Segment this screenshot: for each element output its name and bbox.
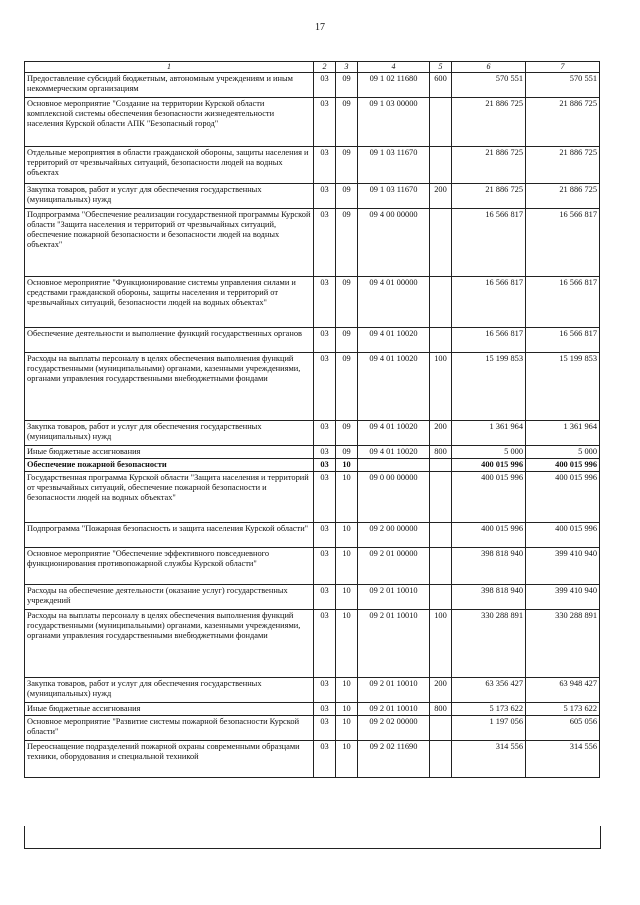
row-target-code-cell: 09 1 03 11670 xyxy=(358,183,430,208)
row-amount-2-cell: 399 410 940 xyxy=(526,547,600,584)
row-target-code-cell xyxy=(358,458,430,471)
table-row xyxy=(25,740,600,777)
row-subsection-cell: 10 xyxy=(336,609,358,677)
row-target-code-cell: 09 4 01 10020 xyxy=(358,420,430,445)
row-expense-type-cell xyxy=(430,276,452,327)
row-amount-2-cell: 16 566 817 xyxy=(526,327,600,352)
row-target-code-cell: 09 2 02 11690 xyxy=(358,740,430,777)
row-target-code-cell: 09 2 02 00000 xyxy=(358,715,430,740)
table-row xyxy=(25,183,600,208)
row-section-cell: 03 xyxy=(314,458,336,471)
row-expense-type-cell xyxy=(430,740,452,777)
row-expense-type-cell xyxy=(430,97,452,146)
header-col-3: 3 xyxy=(336,62,358,73)
row-amount-1-cell: 21 886 725 xyxy=(452,97,526,146)
row-name-cell: Подпрограмма "Обеспечение реализации государственной программы Курской области "Защита населения и территорий от чрезвычайных ситуаций, обеспечение пожарной безопасности и безопасности людей на водных объектах" xyxy=(25,208,314,276)
header-col-7: 7 xyxy=(526,62,600,73)
row-amount-1-cell: 330 288 891 xyxy=(452,609,526,677)
row-target-code-cell: 09 0 00 00000 xyxy=(358,471,430,522)
row-name-cell: Государственная программа Курской области "Защита населения и территорий от чрезвычайных ситуаций, обеспечение пожарной безопасности и безопасности людей на водных объектах" xyxy=(25,471,314,522)
row-target-code-cell: 09 4 01 10020 xyxy=(358,327,430,352)
row-name-cell: Расходы на выплаты персоналу в целях обеспечения выполнения функций государственными (муниципальными) органами, казенными учреждениями, органами управления государственными внебюджетными фондами xyxy=(25,352,314,420)
row-subsection-cell: 09 xyxy=(336,352,358,420)
row-section-cell: 03 xyxy=(314,208,336,276)
table-row xyxy=(25,420,600,445)
row-subsection-cell: 10 xyxy=(336,677,358,702)
header-col-6: 6 xyxy=(452,62,526,73)
row-amount-2-cell: 399 410 940 xyxy=(526,584,600,609)
row-amount-2-cell: 5 173 622 xyxy=(526,702,600,715)
table-row xyxy=(25,547,600,584)
row-name-cell: Основное мероприятие "Обеспечение эффективного повседневного функционирования противопожарной службы Курской области" xyxy=(25,547,314,584)
row-target-code-cell: 09 2 00 00000 xyxy=(358,522,430,547)
row-subsection-cell: 09 xyxy=(336,327,358,352)
header-col-1: 1 xyxy=(25,62,314,73)
row-section-cell: 03 xyxy=(314,677,336,702)
row-amount-1-cell: 21 886 725 xyxy=(452,183,526,208)
row-section-cell: 03 xyxy=(314,327,336,352)
row-subsection-cell: 09 xyxy=(336,445,358,458)
table-row xyxy=(25,352,600,420)
row-name-cell: Закупка товаров, работ и услуг для обеспечения государственных (муниципальных) нужд xyxy=(25,183,314,208)
row-expense-type-cell xyxy=(430,458,452,471)
row-subsection-cell: 09 xyxy=(336,420,358,445)
row-subsection-cell: 10 xyxy=(336,458,358,471)
row-section-cell: 03 xyxy=(314,352,336,420)
table-row xyxy=(25,208,600,276)
row-amount-1-cell: 15 199 853 xyxy=(452,352,526,420)
row-amount-1-cell: 1 361 964 xyxy=(452,420,526,445)
row-subsection-cell: 10 xyxy=(336,471,358,522)
row-target-code-cell: 09 4 01 10020 xyxy=(358,352,430,420)
row-amount-2-cell: 16 566 817 xyxy=(526,276,600,327)
row-amount-1-cell: 16 566 817 xyxy=(452,276,526,327)
row-target-code-cell: 09 4 00 00000 xyxy=(358,208,430,276)
header-row xyxy=(25,62,600,73)
row-amount-1-cell: 21 886 725 xyxy=(452,146,526,183)
row-amount-2-cell: 400 015 996 xyxy=(526,471,600,522)
table-row xyxy=(25,445,600,458)
row-expense-type-cell xyxy=(430,547,452,584)
row-amount-2-cell: 605 056 xyxy=(526,715,600,740)
row-expense-type-cell: 200 xyxy=(430,420,452,445)
row-name-cell: Иные бюджетные ассигнования xyxy=(25,702,314,715)
row-amount-2-cell: 570 551 xyxy=(526,72,600,97)
row-amount-1-cell: 1 197 056 xyxy=(452,715,526,740)
row-section-cell: 03 xyxy=(314,702,336,715)
table-row xyxy=(25,72,600,97)
row-name-cell: Отдельные мероприятия в области гражданской обороны, защиты населения и территорий от чрезвычайных ситуаций, безопасности людей на водных объектах xyxy=(25,146,314,183)
table-row xyxy=(25,522,600,547)
row-expense-type-cell xyxy=(430,208,452,276)
row-section-cell: 03 xyxy=(314,445,336,458)
row-amount-1-cell: 314 556 xyxy=(452,740,526,777)
row-target-code-cell: 09 1 03 11670 xyxy=(358,146,430,183)
row-name-cell: Иные бюджетные ассигнования xyxy=(25,445,314,458)
row-amount-1-cell: 398 818 940 xyxy=(452,547,526,584)
row-section-cell: 03 xyxy=(314,420,336,445)
row-amount-2-cell: 21 886 725 xyxy=(526,183,600,208)
row-name-cell: Расходы на выплаты персоналу в целях обеспечения выполнения функций государственными (муниципальными) органами, казенными учреждениями, органами управления государственными внебюджетными фондами xyxy=(25,609,314,677)
row-expense-type-cell: 200 xyxy=(430,183,452,208)
table-row xyxy=(25,677,600,702)
row-expense-type-cell xyxy=(430,522,452,547)
row-amount-2-cell: 1 361 964 xyxy=(526,420,600,445)
row-amount-2-cell: 16 566 817 xyxy=(526,208,600,276)
row-expense-type-cell xyxy=(430,715,452,740)
table-row xyxy=(25,471,600,522)
row-section-cell: 03 xyxy=(314,72,336,97)
row-section-cell: 03 xyxy=(314,547,336,584)
row-amount-2-cell: 21 886 725 xyxy=(526,97,600,146)
row-subsection-cell: 10 xyxy=(336,740,358,777)
row-section-cell: 03 xyxy=(314,276,336,327)
row-target-code-cell: 09 2 01 10010 xyxy=(358,609,430,677)
row-section-cell: 03 xyxy=(314,97,336,146)
table-row xyxy=(25,702,600,715)
row-target-code-cell: 09 2 01 10010 xyxy=(358,677,430,702)
row-section-cell: 03 xyxy=(314,715,336,740)
row-name-cell: Основное мероприятие "Создание на территории Курской области комплексной системы обеспечения безопасности жизнедеятельности населения Курской области АПК "Безопасный город" xyxy=(25,97,314,146)
row-amount-1-cell: 400 015 996 xyxy=(452,471,526,522)
row-subsection-cell: 09 xyxy=(336,276,358,327)
row-amount-2-cell: 15 199 853 xyxy=(526,352,600,420)
row-target-code-cell: 09 4 01 00000 xyxy=(358,276,430,327)
row-section-cell: 03 xyxy=(314,740,336,777)
row-name-cell: Предоставление субсидий бюджетным, автономным учреждениям и иным некоммерческим организациям xyxy=(25,72,314,97)
row-name-cell: Расходы на обеспечение деятельности (оказание услуг) государственных учреждений xyxy=(25,584,314,609)
row-expense-type-cell: 600 xyxy=(430,72,452,97)
row-section-cell: 03 xyxy=(314,584,336,609)
row-name-cell: Основное мероприятие "Функционирование системы управления силами и средствами гражданской обороны, защиты населения и территорий от чрезвычайных ситуаций, безопасности людей на водных объектах" xyxy=(25,276,314,327)
row-expense-type-cell: 100 xyxy=(430,609,452,677)
row-amount-1-cell: 398 818 940 xyxy=(452,584,526,609)
row-section-cell: 03 xyxy=(314,522,336,547)
row-name-cell: Основное мероприятие "Развитие системы пожарной безопасности Курской области" xyxy=(25,715,314,740)
row-subsection-cell: 10 xyxy=(336,702,358,715)
row-amount-1-cell: 16 566 817 xyxy=(452,327,526,352)
row-section-cell: 03 xyxy=(314,609,336,677)
row-amount-1-cell: 400 015 996 xyxy=(452,522,526,547)
row-amount-2-cell: 400 015 996 xyxy=(526,458,600,471)
row-target-code-cell: 09 1 02 11680 xyxy=(358,72,430,97)
row-section-cell: 03 xyxy=(314,183,336,208)
row-amount-1-cell: 16 566 817 xyxy=(452,208,526,276)
row-expense-type-cell xyxy=(430,146,452,183)
row-name-cell: Обеспечение деятельности и выполнение функций государственных органов xyxy=(25,327,314,352)
row-expense-type-cell: 800 xyxy=(430,702,452,715)
row-section-cell: 03 xyxy=(314,146,336,183)
table-bottom-empty-area xyxy=(24,826,601,849)
row-subsection-cell: 09 xyxy=(336,208,358,276)
row-subsection-cell: 10 xyxy=(336,715,358,740)
row-subsection-cell: 10 xyxy=(336,547,358,584)
page-number: 17 xyxy=(315,22,325,33)
table-row xyxy=(25,584,600,609)
row-expense-type-cell xyxy=(430,584,452,609)
row-expense-type-cell: 200 xyxy=(430,677,452,702)
row-amount-2-cell: 5 000 xyxy=(526,445,600,458)
row-subsection-cell: 09 xyxy=(336,146,358,183)
row-amount-2-cell: 400 015 996 xyxy=(526,522,600,547)
header-col-4: 4 xyxy=(358,62,430,73)
header-col-5: 5 xyxy=(430,62,452,73)
row-subsection-cell: 09 xyxy=(336,97,358,146)
row-amount-2-cell: 330 288 891 xyxy=(526,609,600,677)
row-expense-type-cell xyxy=(430,471,452,522)
row-expense-type-cell: 100 xyxy=(430,352,452,420)
row-name-cell: Переоснащение подразделений пожарной охраны современными образцами техники, оборудования и специальной техникой xyxy=(25,740,314,777)
row-section-cell: 03 xyxy=(314,471,336,522)
row-target-code-cell: 09 2 01 10010 xyxy=(358,702,430,715)
table-row xyxy=(25,276,600,327)
row-expense-type-cell: 800 xyxy=(430,445,452,458)
row-amount-2-cell: 314 556 xyxy=(526,740,600,777)
row-expense-type-cell xyxy=(430,327,452,352)
row-amount-2-cell: 21 886 725 xyxy=(526,146,600,183)
row-subsection-cell: 09 xyxy=(336,183,358,208)
row-name-cell: Закупка товаров, работ и услуг для обеспечения государственных (муниципальных) нужд xyxy=(25,420,314,445)
row-amount-1-cell: 5 000 xyxy=(452,445,526,458)
budget-table xyxy=(24,61,600,778)
row-target-code-cell: 09 2 01 00000 xyxy=(358,547,430,584)
row-subsection-cell: 10 xyxy=(336,584,358,609)
table-row xyxy=(25,97,600,146)
row-name-cell: Закупка товаров, работ и услуг для обеспечения государственных (муниципальных) нужд xyxy=(25,677,314,702)
row-target-code-cell: 09 1 03 00000 xyxy=(358,97,430,146)
row-amount-1-cell: 5 173 622 xyxy=(452,702,526,715)
table-row xyxy=(25,327,600,352)
row-name-cell: Подпрограмма "Пожарная безопасность и защита населения Курской области" xyxy=(25,522,314,547)
header-col-2: 2 xyxy=(314,62,336,73)
row-amount-1-cell: 400 015 996 xyxy=(452,458,526,471)
table-row xyxy=(25,715,600,740)
row-target-code-cell: 09 2 01 10010 xyxy=(358,584,430,609)
row-amount-1-cell: 570 551 xyxy=(452,72,526,97)
row-amount-1-cell: 63 356 427 xyxy=(452,677,526,702)
row-amount-2-cell: 63 948 427 xyxy=(526,677,600,702)
row-subsection-cell: 09 xyxy=(336,72,358,97)
row-subsection-cell: 10 xyxy=(336,522,358,547)
row-target-code-cell: 09 4 01 10020 xyxy=(358,445,430,458)
table-row xyxy=(25,609,600,677)
row-name-cell: Обеспечение пожарной безопасности xyxy=(25,458,314,471)
table-row xyxy=(25,146,600,183)
table-row xyxy=(25,458,600,471)
